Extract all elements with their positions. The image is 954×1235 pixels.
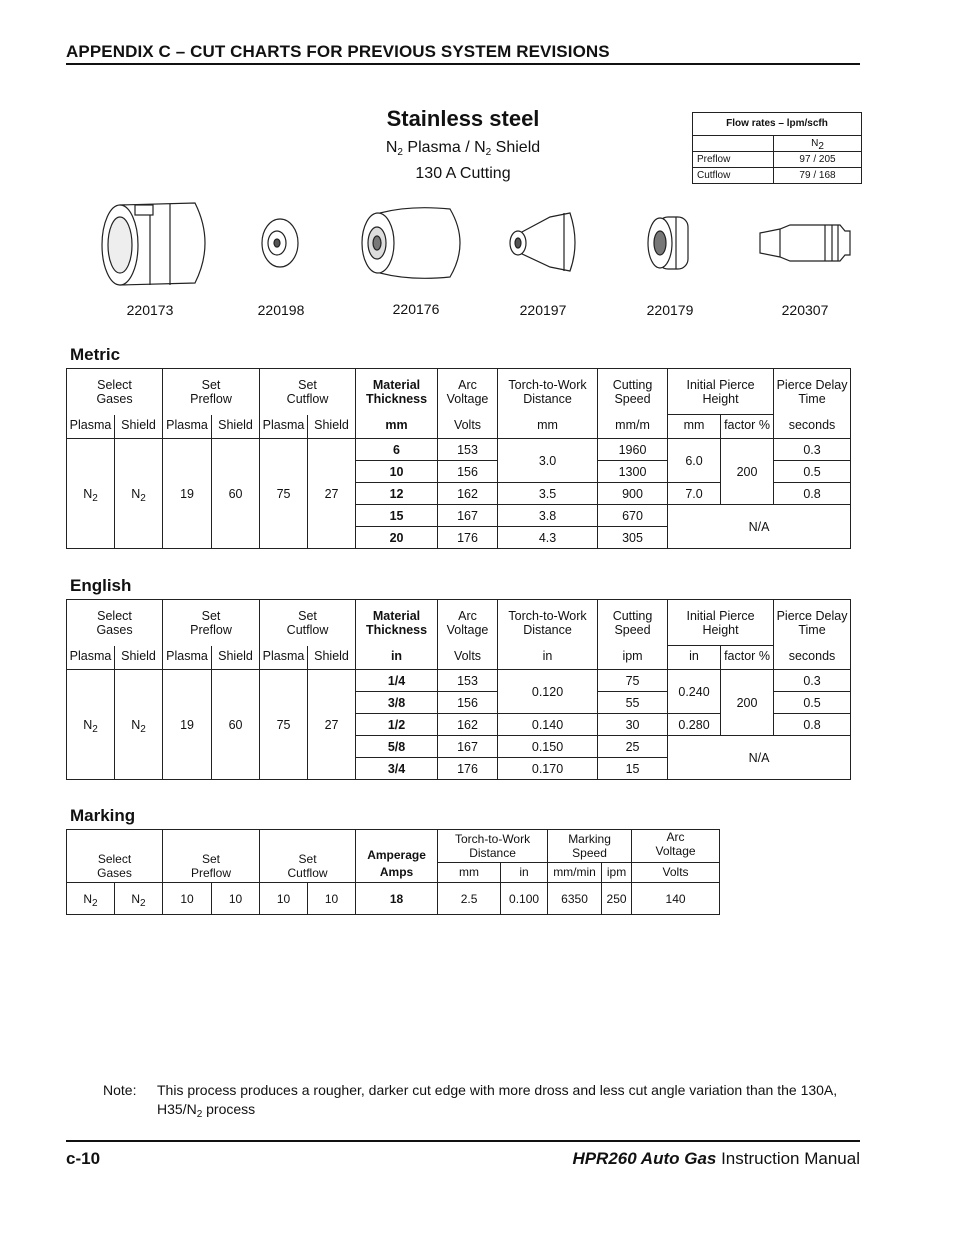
unit-amps: Amps	[356, 862, 438, 882]
header-torch-to-work: Torch-to-Work Distance	[498, 369, 598, 415]
speed-cell: 30	[598, 714, 668, 736]
unit-cell: mm/min	[548, 862, 602, 882]
header-set-preflow: Set Preflow	[163, 830, 260, 883]
preflow-shield: 60	[212, 439, 260, 549]
section-title-metric: Metric	[70, 345, 121, 364]
speed-cell: 1960	[598, 439, 668, 461]
part-number: 220197	[519, 302, 567, 318]
pierce-height-cell: 6.0	[668, 439, 721, 483]
header-torch-to-work: Torch-to-Work Distance	[438, 830, 548, 863]
preflow-shield: 60	[212, 670, 260, 780]
factor-cell: 200	[721, 439, 774, 505]
shield-gas: $N_2$	[115, 670, 163, 780]
appendix-header: APPENDIX C – CUT CHARTS FOR PREVIOUS SYSTEM REVISIONS	[66, 42, 610, 61]
unit-cell: seconds	[774, 646, 851, 670]
unit-cell: Shield	[212, 646, 260, 670]
speed-cell: 15	[598, 758, 668, 780]
header-torch-to-work: Torch-to-Work Distance	[498, 600, 598, 646]
flow-row-label: Cutflow	[693, 168, 774, 184]
ttw-cell: 0.120	[498, 670, 598, 714]
note-label: Note:	[103, 1082, 137, 1098]
shield-cap-drawing	[102, 203, 205, 285]
unit-cell: Plasma	[67, 415, 115, 439]
unit-cell: mm/m	[598, 415, 668, 439]
unit-cell: in	[498, 646, 598, 670]
pierce-height-cell: 0.240	[668, 670, 721, 714]
voltage-cell: 176	[438, 758, 498, 780]
unit-cell: mm	[498, 415, 598, 439]
plasma-gas: $N_2$	[67, 670, 115, 780]
thickness-cell: 20	[356, 527, 438, 549]
page-number: c-10	[66, 1149, 101, 1168]
preflow-plasma: 19	[163, 670, 212, 780]
unit-cell: mm	[356, 415, 438, 439]
unit-cell: ipm	[598, 646, 668, 670]
unit-cell: ipm	[602, 862, 632, 882]
unit-cell: Plasma	[163, 415, 212, 439]
speed-cell: 55	[598, 692, 668, 714]
header-cutting-speed: Cutting Speed	[598, 369, 668, 415]
thickness-cell: 12	[356, 483, 438, 505]
thickness-cell: 3/4	[356, 758, 438, 780]
unit-cell: in	[356, 646, 438, 670]
marking-cell: 18	[356, 883, 438, 915]
header-set-cutflow: Set Cutflow	[260, 830, 356, 883]
consumables-illustration	[80, 195, 870, 295]
thickness-cell: 1/2	[356, 714, 438, 736]
ttw-cell: 0.150	[498, 736, 598, 758]
ttw-cell: 0.170	[498, 758, 598, 780]
note-text: This process produces a rougher, darker cut edge with more dross and less cut angle variation than the 130A, $H35/N_2$ process	[157, 1082, 838, 1120]
header-pierce-delay: Pierce Delay Time	[774, 369, 851, 415]
plasma-gas: $N_2$	[67, 883, 115, 915]
marking-chart	[66, 829, 720, 915]
gas-subtitle: $N_2$ Plasma / $N_2$ Shield	[385, 139, 541, 158]
cutflow-plasma: 75	[260, 439, 308, 549]
header-cutting-speed: Cutting Speed	[598, 600, 668, 646]
header-marking-speed: Marking Speed	[548, 830, 632, 863]
voltage-cell: 156	[438, 461, 498, 483]
shield-gas: $N_2$	[115, 883, 163, 915]
marking-cell: 2.5	[438, 883, 501, 915]
voltage-cell: 167	[438, 736, 498, 758]
flow-row-value: 79 / 168	[774, 168, 862, 184]
pierce-height-cell: 0.280	[668, 714, 721, 736]
english-cut-chart	[66, 599, 851, 780]
flow-rates-title: Flow rates – lpm/scfh	[693, 113, 862, 136]
thickness-cell: 15	[356, 505, 438, 527]
voltage-cell: 156	[438, 692, 498, 714]
unit-cell: mm	[668, 415, 721, 439]
delay-cell: 0.5	[774, 461, 851, 483]
unit-cell: factor %	[721, 646, 774, 670]
header-initial-pierce-height: Initial Pierce Height	[668, 369, 774, 415]
unit-cell: Shield	[212, 415, 260, 439]
thickness-cell: 5/8	[356, 736, 438, 758]
unit-cell: Volts	[438, 415, 498, 439]
header-initial-pierce-height: Initial Pierce Height	[668, 600, 774, 646]
ttw-cell: 3.8	[498, 505, 598, 527]
cutflow-shield: 27	[308, 439, 356, 549]
unit-cell: Plasma	[260, 415, 308, 439]
thickness-cell: 1/4	[356, 670, 438, 692]
header-set-preflow: Set Preflow	[163, 369, 260, 415]
part-number: 220179	[646, 302, 694, 318]
thickness-cell: 6	[356, 439, 438, 461]
unit-cell: Shield	[308, 415, 356, 439]
unit-cell: Plasma	[260, 646, 308, 670]
ttw-cell: 0.140	[498, 714, 598, 736]
part-number: 220176	[392, 301, 440, 317]
page-title: Stainless steel	[386, 106, 540, 131]
nozzle-drawing	[510, 213, 575, 271]
speed-cell: 900	[598, 483, 668, 505]
unit-cell: mm	[438, 862, 501, 882]
voltage-cell: 153	[438, 439, 498, 461]
unit-cell: Shield	[115, 646, 163, 670]
delay-cell: 0.3	[774, 439, 851, 461]
header-set-cutflow: Set Cutflow	[260, 369, 356, 415]
header-rule	[66, 63, 860, 65]
marking-cell: 0.100	[501, 883, 548, 915]
marking-cell: 10	[260, 883, 308, 915]
flow-row-value: 97 / 205	[774, 152, 862, 168]
unit-cell: factor %	[721, 415, 774, 439]
speed-cell: 75	[598, 670, 668, 692]
cutflow-plasma: 75	[260, 670, 308, 780]
unit-cell: Shield	[308, 646, 356, 670]
header-arc-voltage: Arc Voltage	[438, 600, 498, 646]
part-number: 220307	[781, 302, 829, 318]
factor-cell: 200	[721, 670, 774, 736]
header-select-gases: Select Gases	[67, 369, 163, 415]
process-subtitle: 130 A Cutting	[415, 165, 511, 182]
metric-cut-chart	[66, 368, 851, 549]
unit-cell: in	[668, 646, 721, 670]
pierce-height-cell: 7.0	[668, 483, 721, 505]
voltage-cell: 167	[438, 505, 498, 527]
thickness-cell: 10	[356, 461, 438, 483]
preflow-plasma: 19	[163, 439, 212, 549]
ttw-cell: 3.0	[498, 439, 598, 483]
electrode-drawing	[760, 225, 850, 261]
header-set-preflow: Set Preflow	[163, 600, 260, 646]
header-material-thickness: Material Thickness	[356, 369, 438, 415]
cutflow-shield: 27	[308, 670, 356, 780]
unit-cell: in	[501, 862, 548, 882]
speed-cell: 25	[598, 736, 668, 758]
section-title-marking: Marking	[70, 806, 136, 825]
voltage-cell: 176	[438, 527, 498, 549]
flow-rates-table	[692, 112, 862, 184]
swirl-ring-drawing	[648, 217, 688, 269]
marking-cell: 140	[632, 883, 720, 915]
marking-cell: 10	[212, 883, 260, 915]
unit-cell: Plasma	[67, 646, 115, 670]
plasma-gas: $N_2$	[67, 439, 115, 549]
shield-drawing	[262, 219, 298, 267]
voltage-cell: 162	[438, 714, 498, 736]
na-cell: N/A	[668, 736, 851, 780]
unit-cell: Shield	[115, 415, 163, 439]
header-arc-voltage: Arc Voltage	[438, 369, 498, 415]
header-select-gases: Select Gases	[67, 600, 163, 646]
ttw-cell: 3.5	[498, 483, 598, 505]
marking-cell: 250	[602, 883, 632, 915]
speed-cell: 670	[598, 505, 668, 527]
header-set-cutflow: Set Cutflow	[260, 600, 356, 646]
part-number: 220173	[126, 302, 174, 318]
thickness-cell: 3/8	[356, 692, 438, 714]
shield-gas: $N_2$	[115, 439, 163, 549]
speed-cell: 305	[598, 527, 668, 549]
footer-rule	[66, 1140, 860, 1142]
delay-cell: 0.3	[774, 670, 851, 692]
retaining-cap-drawing	[362, 208, 460, 279]
manual-title: HPR260 Auto Gas Instruction Manual	[572, 1149, 860, 1168]
header-select-gases: Select Gases	[67, 830, 163, 883]
delay-cell: 0.5	[774, 692, 851, 714]
unit-cell: Plasma	[163, 646, 212, 670]
delay-cell: 0.8	[774, 483, 851, 505]
section-title-english: English	[70, 576, 132, 595]
unit-cell: Volts	[438, 646, 498, 670]
part-number: 220198	[257, 302, 305, 318]
marking-cell: 6350	[548, 883, 602, 915]
unit-cell: seconds	[774, 415, 851, 439]
marking-cell: 10	[308, 883, 356, 915]
delay-cell: 0.8	[774, 714, 851, 736]
speed-cell: 1300	[598, 461, 668, 483]
na-cell: N/A	[668, 505, 851, 549]
header-pierce-delay: Pierce Delay Time	[774, 600, 851, 646]
unit-cell: Volts	[632, 862, 720, 882]
voltage-cell: 153	[438, 670, 498, 692]
header-amperage: Amperage	[356, 830, 438, 863]
header-arc-voltage: Arc Voltage	[632, 830, 720, 863]
marking-cell: 10	[163, 883, 212, 915]
flow-gas: $N_2$	[774, 136, 862, 152]
ttw-cell: 4.3	[498, 527, 598, 549]
flow-row-label: Preflow	[693, 152, 774, 168]
voltage-cell: 162	[438, 483, 498, 505]
header-material-thickness: Material Thickness	[356, 600, 438, 646]
